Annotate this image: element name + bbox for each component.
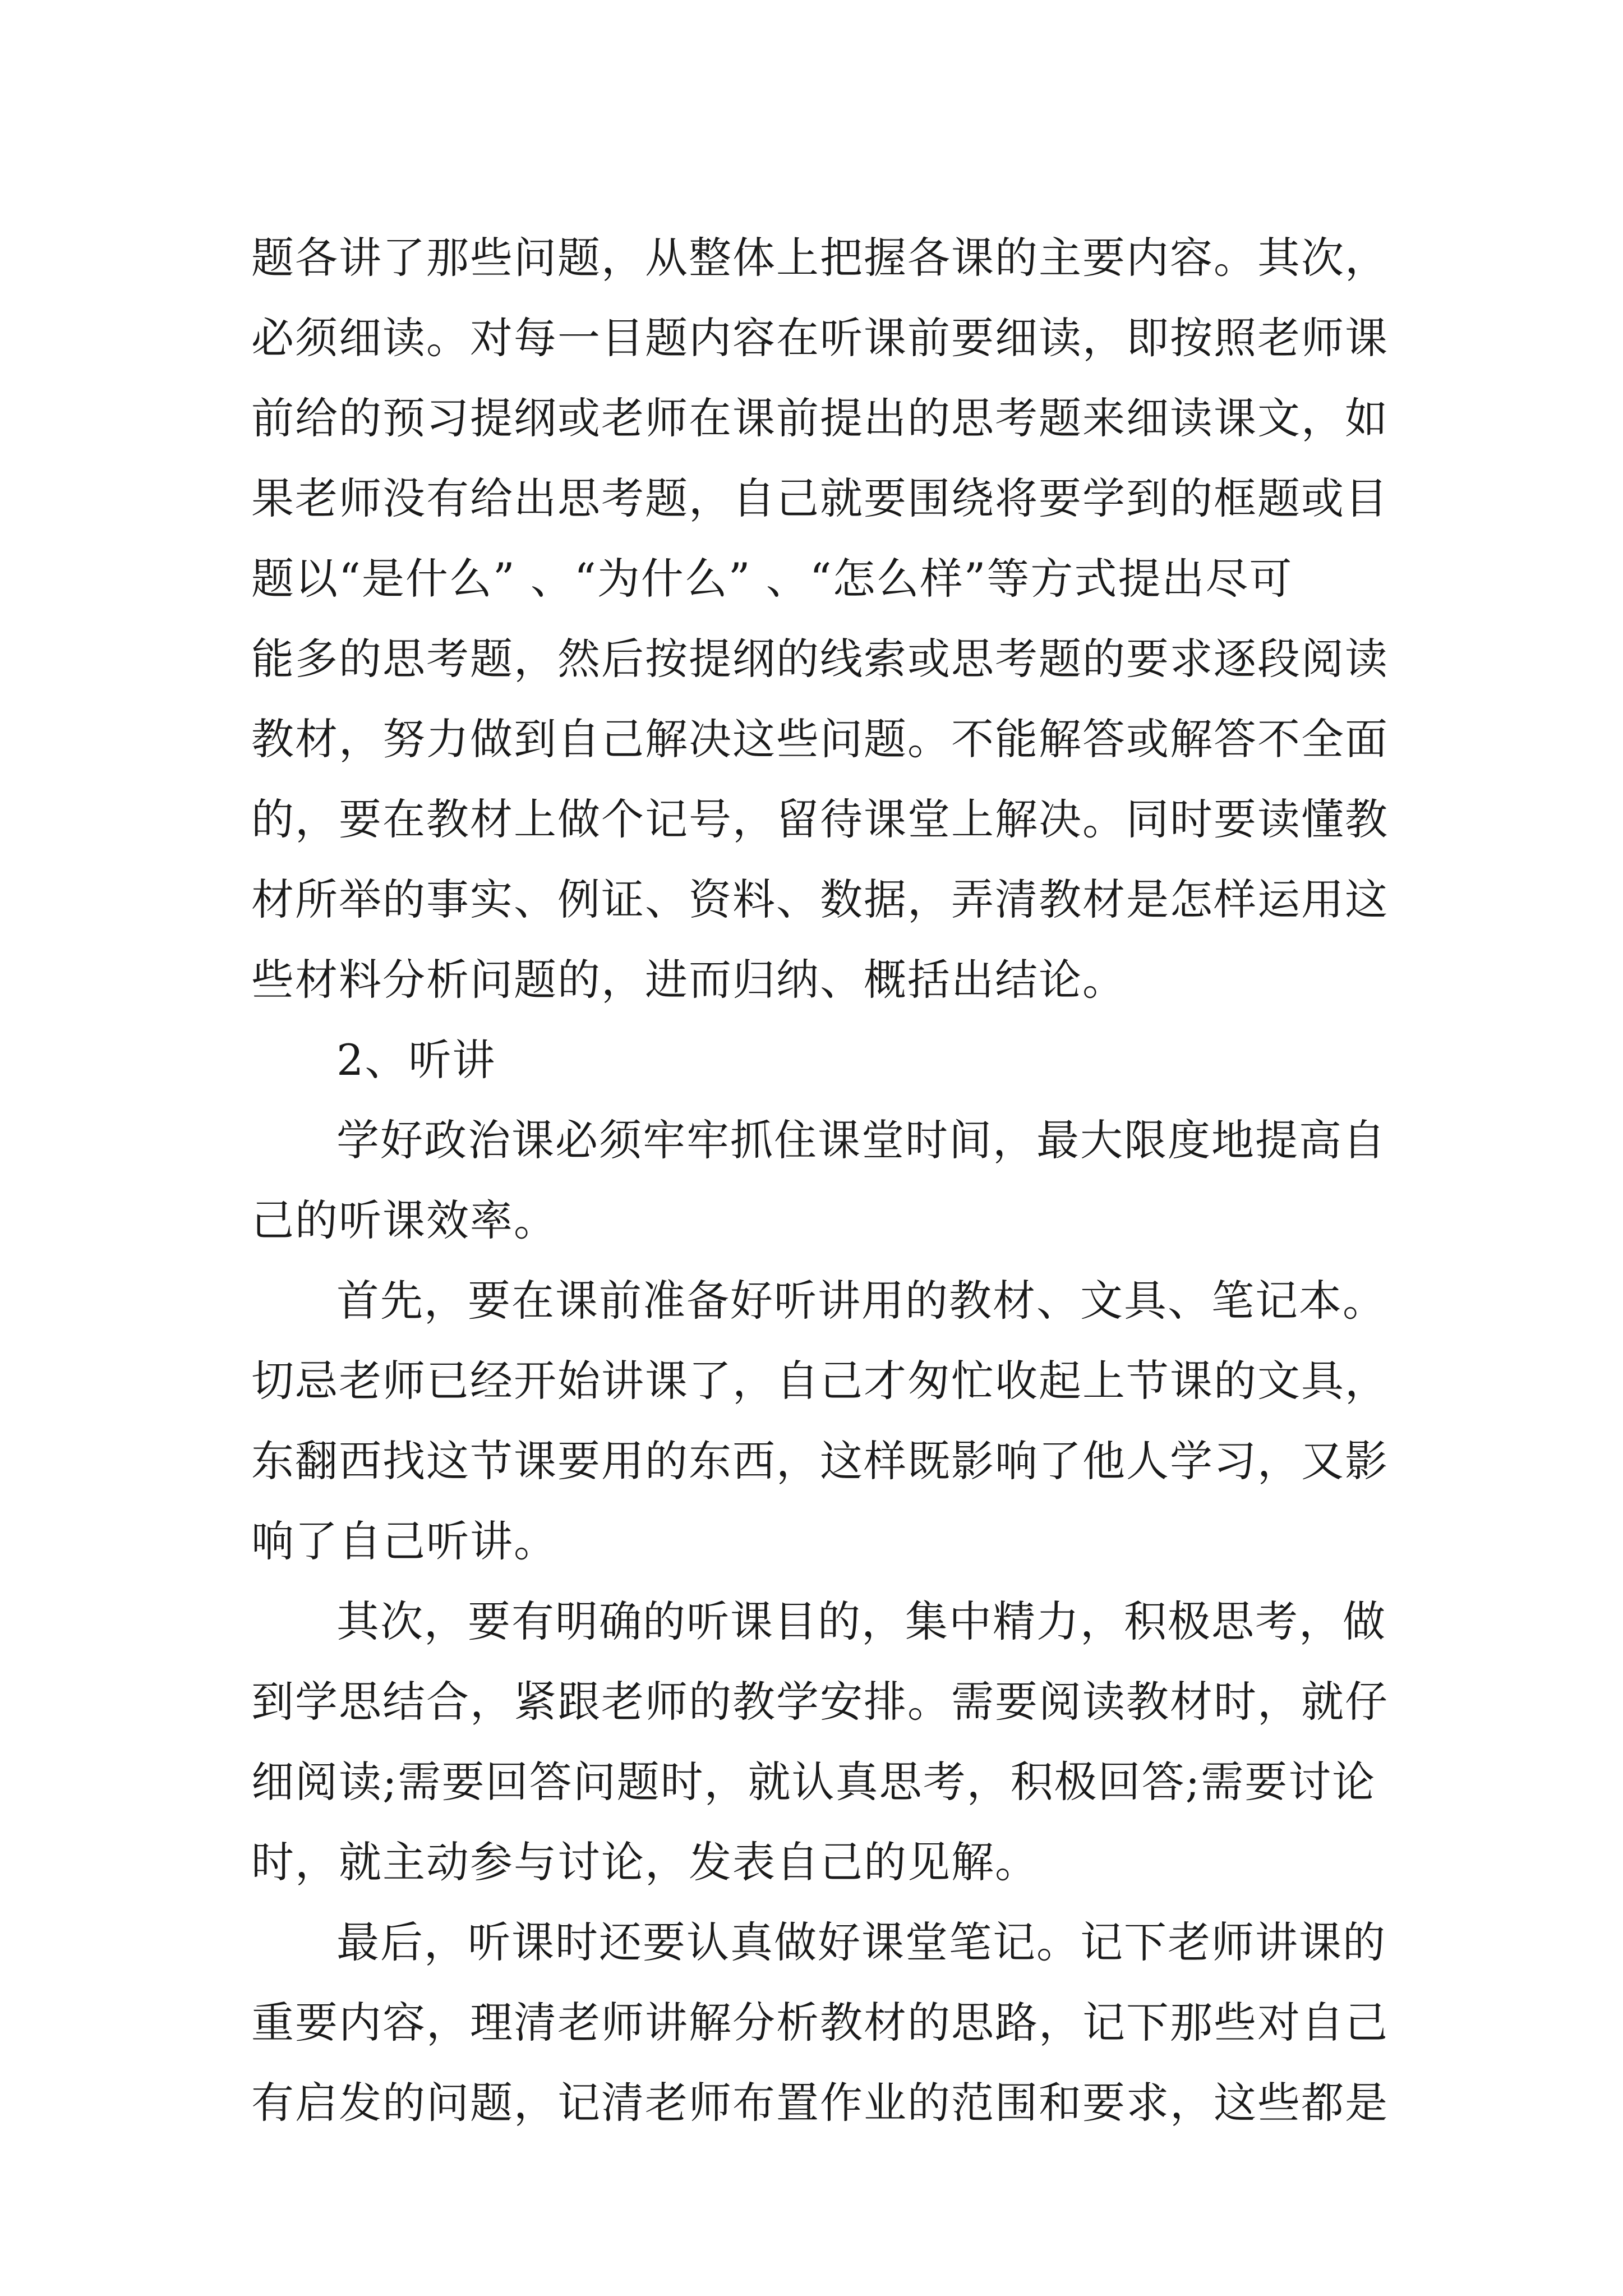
text-line: 题以“是什么” 、“为什么” 、“怎么样”等方式提出尽可: [251, 554, 1293, 604]
text-line: 材所举的事实、例证、资料、数据，弄清教材是怎样运用这: [251, 875, 1389, 924]
text-line: 细阅读;需要回答问题时，就认真思考，积极回答;需要讨论: [251, 1757, 1376, 1807]
text-line: 有启发的问题，记清老师布置作业的范围和要求，这些都是: [251, 2078, 1389, 2128]
text-line: 前给的预习提纲或老师在课前提出的思考题来细读课文，如: [251, 393, 1389, 443]
text-line: 些材料分析问题的，进而归纳、概括出结论。: [251, 955, 1126, 1005]
text-line: 能多的思考题，然后按提纲的线索或思考题的要求逐段阅读: [251, 634, 1389, 684]
text-line: 己的听课效率。: [251, 1195, 557, 1245]
text-line: 到学思结合，紧跟老师的教学安排。需要阅读教材时，就仔: [251, 1677, 1389, 1727]
body-text: [251, 218, 1395, 2143]
text-line: 重要内容，理清老师讲解分析教材的思路，记下那些对自己: [251, 1998, 1389, 2047]
paragraph-start: 其次，要有明确的听课目的，集中精力，积极思考，做: [336, 1596, 1386, 1646]
text-line: 响了自己听讲。: [251, 1516, 557, 1566]
text-line: 教材，努力做到自己解决这些问题。不能解答或解答不全面: [251, 714, 1389, 764]
paragraph-start: 最后，听课时还要认真做好课堂笔记。记下老师讲课的: [336, 1917, 1386, 1967]
text-line: 果老师没有给出思考题，自己就要围绕将要学到的框题或目: [251, 473, 1389, 523]
text-line: 的，要在教材上做个记号，留待课堂上解决。同时要读懂教: [251, 794, 1389, 844]
paragraph-start: 首先，要在课前准备好听讲用的教材、文具、笔记本。: [336, 1276, 1386, 1326]
section-heading: 2、听讲: [336, 1035, 496, 1085]
text-line: 必须细读。对每一目题内容在听课前要细读，即按照老师课: [251, 313, 1389, 363]
text-line: 题各讲了那些问题，从整体上把握各课的主要内容。其次，: [251, 233, 1389, 283]
text-line: 时，就主动参与讨论，发表自己的见解。: [251, 1837, 1039, 1887]
paragraph-start: 学好政治课必须牢牢抓住课堂时间，最大限度地提高自: [336, 1115, 1386, 1165]
text-line: 东翻西找这节课要用的东西，这样既影响了他人学习，又影: [251, 1436, 1389, 1486]
text-line: 切忌老师已经开始讲课了，自己才匆忙收起上节课的文具，: [251, 1356, 1389, 1406]
